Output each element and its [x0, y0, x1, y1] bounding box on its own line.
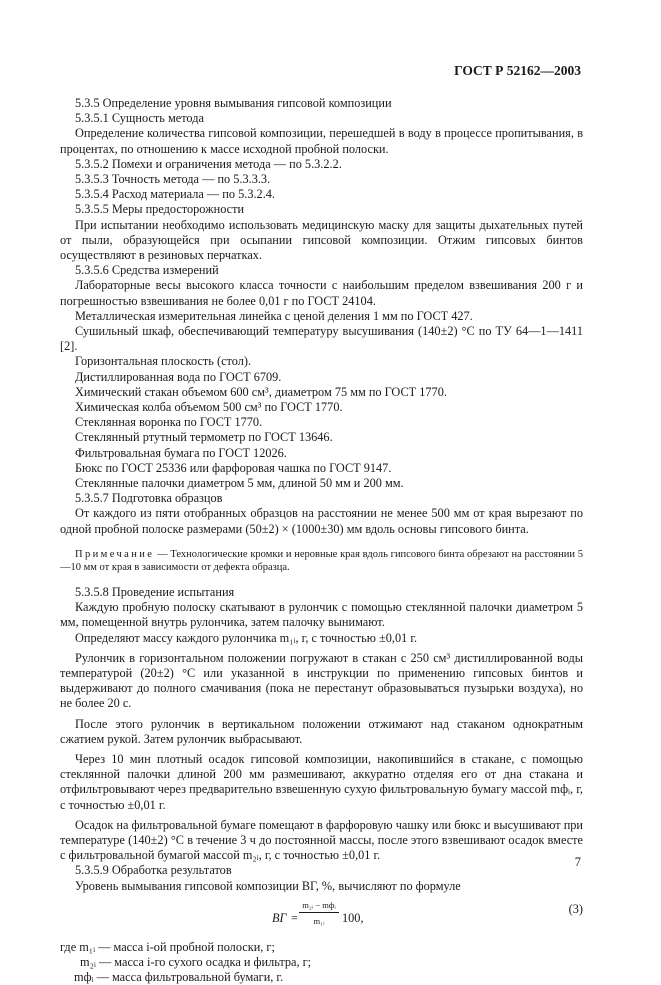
- paragraph: При испытании необходимо использовать медицинскую маску для защиты дыхательных путей от пыли, образующейся при осыпании гипсовой композиции. Отжим гипсовых бинтов осуществляют в резиновых перчатках.: [60, 217, 583, 263]
- formula-numerator: m₂ᵢ − mфᵢ: [299, 900, 339, 913]
- paragraph: Химическая колба объемом 500 см³ по ГОСТ 1770.: [75, 400, 343, 415]
- paragraph: 5.3.5.6 Средства измерений: [75, 263, 219, 278]
- paragraph: Через 10 мин плотный осадок гипсовой композиции, накопившийся в стакане, с помощью стеклянной палочки длиной 200 мм размешивают, аккуратно отделяя его от дна стакана и отфильтровывают через предварительно взвешенную сухую фильтровальную бумагу массой mфᵢ, г, с точностью ±0,01 г.: [60, 751, 583, 812]
- paragraph: Определение количества гипсовой композиции, перешедшей в воду в процессе пропитывания, в процентах, по отношению к массе исходной пробной полоски.: [60, 126, 583, 156]
- paragraph: 5.3.5.5 Меры предосторожности: [75, 202, 245, 217]
- standard-header: ГОСТ Р 52162—2003: [454, 63, 581, 78]
- paragraph: После этого рулончик в вертикальном положении отжимают над стаканом однократным сжатием рукой. Затем рулончик выбрасывают.: [60, 716, 583, 746]
- where-line-3: mфᵢ — масса фильтровальной бумаги, г.: [74, 970, 284, 985]
- paragraph: 5.3.5.1 Сущность метода: [75, 111, 204, 126]
- paragraph: Металлическая измерительная линейка с ценой деления 1 мм по ГОСТ 427.: [75, 308, 473, 323]
- page-number: 7: [574, 855, 581, 869]
- paragraph: 5.3.5.9 Обработка результатов: [75, 863, 232, 878]
- formula-lhs: ВГ: [272, 910, 287, 925]
- paragraph: 5.3.5.4 Расход материала — по 5.3.2.4.: [75, 187, 275, 202]
- paragraph: Сушильный шкаф, обеспечивающий температуру высушивания (140±2) °С по ТУ 64—1—1411 [2].: [60, 324, 583, 354]
- paragraph: Химический стакан объемом 600 см³, диаметром 75 мм по ГОСТ 1770.: [75, 384, 447, 399]
- paragraph: Стеклянные палочки диаметром 5 мм, длиной 50 мм и 200 мм.: [75, 476, 404, 491]
- where-line-1: где m₁ᵢ — масса i-ой пробной полоски, г;: [60, 939, 275, 954]
- paragraph: Рулончик в горизонтальном положении погружают в стакан с 250 см³ дистиллированной воды температурой (20±2) °С или указанной в инструкции по применению гипсовых бинтов и выдерживают до полного смачивания (пока не перестанут образовываться пузырьки воздуха), но не более 20 с.: [60, 650, 583, 711]
- note: [60, 548, 583, 574]
- paragraph: Фильтровальная бумага по ГОСТ 12026.: [75, 445, 287, 460]
- paragraph: Горизонтальная плоскость (стол).: [75, 354, 252, 369]
- paragraph: 5.3.5.2 Помехи и ограничения метода — по 5.3.2.2.: [75, 156, 342, 171]
- paragraph: Каждую пробную полоску скатывают в рулончик с помощью стеклянной палочки диаметром 5 мм, помещенной внутрь рулончика, затем палочку вынимают.: [60, 600, 583, 630]
- paragraph: 5.3.5.3 Точность метода — по 5.3.3.3.: [75, 172, 271, 187]
- formula-equals: =: [291, 910, 298, 925]
- paragraph: Стеклянная воронка по ГОСТ 1770.: [75, 415, 263, 430]
- formula-number: (3): [568, 901, 583, 916]
- formula-fraction: [299, 900, 339, 927]
- paragraph: Дистиллированная вода по ГОСТ 6709.: [75, 369, 282, 384]
- document-body: [60, 96, 583, 985]
- paragraph: Уровень вымывания гипсовой композиции ВГ, %, вычисляют по формуле: [75, 878, 461, 893]
- paragraph: Лабораторные весы высокого класса точности с наибольшим пределом взвешивания 200 г и погрешностью взвешивания не более 0,01 г по ГОСТ 24104.: [60, 278, 583, 308]
- note-label: Примечание: [75, 548, 155, 560]
- paragraph: Стеклянный ртутный термометр по ГОСТ 13646.: [75, 430, 333, 445]
- paragraph: Осадок на фильтровальной бумаге помещают в фарфоровую чашку или бюкс и высушивают при температуре (140±2) °С в течение 3 ч до постоянной массы, после этого взвешивают осадок вместе с фильтровальной бумагой массой m₂ᵢ, г, с точностью ±0,01 г.: [60, 817, 583, 863]
- paragraph: 5.3.5.7 Подготовка образцов: [75, 491, 223, 506]
- note-text: — Технологические кромки и неровные края вдоль гипсового бинта обрезают на расстоянии 5—10 мм от края в зависимости от дефекта образца.: [60, 548, 583, 573]
- where-list: [60, 940, 583, 985]
- paragraph: 5.3.5 Определение уровня вымывания гипсовой композиции: [75, 96, 392, 110]
- paragraph: 5.3.5.8 Проведение испытания: [75, 584, 235, 599]
- section-5-3-5-part-1: [60, 96, 583, 537]
- section-5-3-5-part-2: [60, 585, 583, 894]
- paragraph: От каждого из пяти отобранных образцов на расстоянии не менее 500 мм от края вырезают по одной пробной полоске размерами (50±2) × (1000±30) мм вдоль основы гипсового бинта.: [60, 506, 583, 536]
- formula-denominator: m₁ᵢ: [313, 915, 325, 926]
- formula-3: [60, 898, 583, 938]
- formula-multiplier: 100,: [342, 910, 364, 925]
- paragraph: Определяют массу каждого рулончика m₁ᵢ, г, с точностью ±0,01 г.: [75, 630, 418, 645]
- paragraph: Бюкс по ГОСТ 25336 или фарфоровая чашка по ГОСТ 9147.: [75, 460, 392, 475]
- where-line-2: m₂ᵢ — масса i-го сухого осадка и фильтра, г;: [80, 954, 312, 969]
